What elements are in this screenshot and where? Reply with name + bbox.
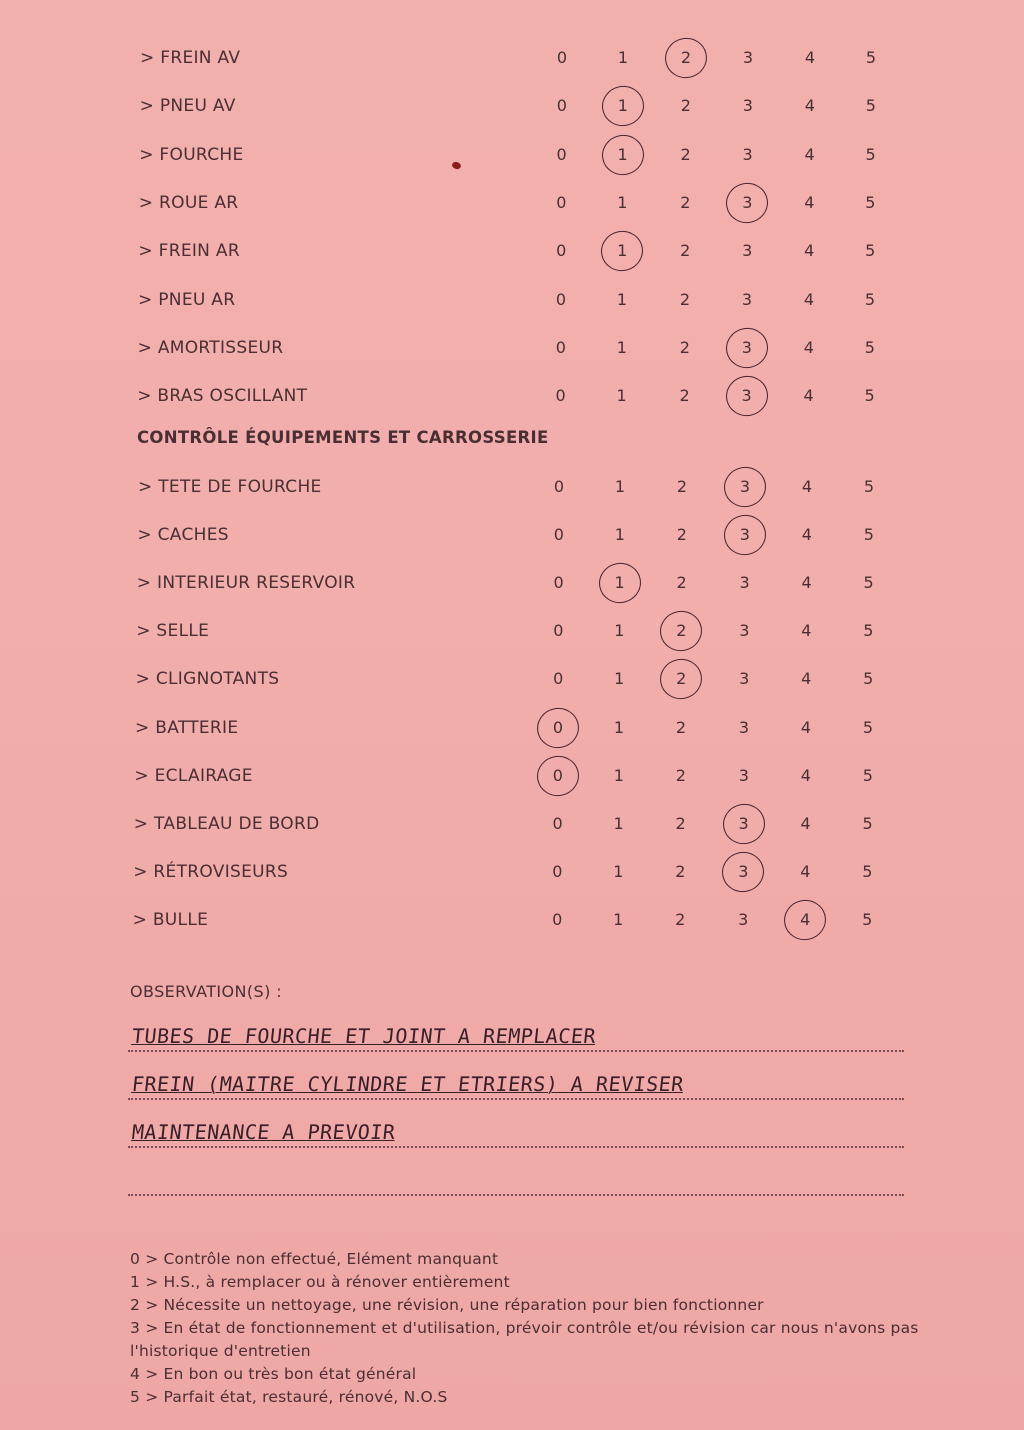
checklist-row <box>0 515 1024 555</box>
score-option[interactable]: 2 <box>675 813 686 833</box>
score-option[interactable]: 3 <box>742 144 753 164</box>
score-option[interactable]: 5 <box>863 669 874 689</box>
score-option-selected[interactable]: 1 <box>611 86 635 126</box>
score-option[interactable]: 5 <box>863 525 874 545</box>
checklist-row <box>0 900 1024 940</box>
checklist-item-label: > TABLEAU DE BORD <box>133 813 320 834</box>
score-option[interactable]: 0 <box>553 621 564 641</box>
score-option[interactable]: 4 <box>804 192 815 212</box>
checklist-item-label: > PNEU AR <box>138 289 236 310</box>
score-option-selected[interactable]: 2 <box>674 38 698 78</box>
score-option-selected[interactable]: 3 <box>735 328 759 368</box>
checklist-item-label: > BRAS OSCILLANT <box>137 386 308 407</box>
score-option[interactable]: 4 <box>801 669 812 689</box>
score-option[interactable]: 2 <box>675 765 686 785</box>
observations-title: OBSERVATION(S) : <box>130 982 282 1001</box>
score-option[interactable]: 4 <box>803 386 814 406</box>
observation-line <box>128 1150 904 1196</box>
score-option[interactable]: 3 <box>738 765 749 785</box>
score-option[interactable]: 1 <box>613 813 624 833</box>
score-option-selected[interactable]: 1 <box>608 563 632 603</box>
checklist-item-label: > AMORTISSEUR <box>137 337 284 358</box>
checklist-item-label: > INTERIEUR RESERVOIR <box>136 573 356 594</box>
checklist-row <box>0 135 1024 175</box>
score-option[interactable]: 0 <box>555 337 566 357</box>
score-option[interactable]: 2 <box>676 477 688 496</box>
score-option[interactable]: 0 <box>552 813 563 833</box>
score-option[interactable]: 4 <box>801 573 812 593</box>
checklist-item-label: > FREIN AR <box>138 241 240 262</box>
score-option[interactable]: 4 <box>804 48 816 67</box>
checklist-item-label: > FREIN AV <box>140 48 241 68</box>
score-option[interactable]: 3 <box>739 669 750 689</box>
checklist-item-label: > TETE DE FOURCHE <box>138 477 322 497</box>
checklist-row <box>0 804 1024 844</box>
score-option[interactable]: 4 <box>804 96 815 116</box>
score-option[interactable]: 2 <box>675 717 687 737</box>
checklist-row <box>0 376 1024 416</box>
legend-item: 1 > H.S., à remplacer ou à rénover entièrement <box>130 1273 510 1291</box>
score-option[interactable]: 1 <box>614 669 625 689</box>
score-option[interactable]: 3 <box>738 909 749 929</box>
score-option[interactable]: 1 <box>614 477 626 496</box>
score-option[interactable]: 4 <box>800 765 811 785</box>
score-option[interactable]: 4 <box>800 813 811 833</box>
legend-item: 5 > Parfait état, restauré, rénové, N.O.S <box>130 1388 448 1406</box>
score-option[interactable]: 1 <box>617 48 629 67</box>
score-option[interactable]: 4 <box>804 241 815 261</box>
score-option[interactable]: 3 <box>742 96 753 116</box>
score-option[interactable]: 0 <box>555 289 567 309</box>
checklist-row <box>0 611 1024 651</box>
checklist-item-label: > ROUE AR <box>138 192 239 213</box>
score-option[interactable]: 5 <box>865 192 876 212</box>
section-title: CONTRÔLE ÉQUIPEMENTS ET CARROSSERIE <box>137 428 549 447</box>
checklist-item-label: > BULLE <box>132 909 209 930</box>
observation-text: TUBES DE FOURCHE ET JOINT A REMPLACER <box>130 1024 598 1048</box>
legend-item: 0 > Contrôle non effectué, Elément manquant <box>130 1250 499 1268</box>
score-option[interactable]: 1 <box>617 192 628 212</box>
score-option[interactable]: 4 <box>801 525 812 545</box>
score-option[interactable]: 0 <box>552 909 563 929</box>
score-option[interactable]: 5 <box>862 813 873 833</box>
score-option[interactable]: 0 <box>555 386 566 406</box>
score-option-selected[interactable]: 3 <box>735 376 759 416</box>
score-option[interactable]: 5 <box>864 386 875 406</box>
score-option[interactable]: 3 <box>742 241 753 261</box>
score-option[interactable]: 1 <box>614 621 625 641</box>
observation-line <box>128 1006 904 1052</box>
score-option[interactable]: 1 <box>616 289 628 309</box>
score-option[interactable]: 5 <box>862 909 873 929</box>
score-option[interactable]: 0 <box>553 573 564 593</box>
score-option[interactable]: 4 <box>801 621 812 641</box>
score-option[interactable]: 4 <box>803 337 814 357</box>
score-option[interactable]: 5 <box>864 337 875 357</box>
checklist-row <box>0 183 1024 223</box>
score-option[interactable]: 0 <box>556 48 568 67</box>
checklist-row <box>0 86 1024 126</box>
score-option[interactable]: 2 <box>679 289 691 309</box>
observation-line <box>128 1102 904 1148</box>
observation-text: MAINTENANCE A PREVOIR <box>130 1120 397 1144</box>
score-option-selected[interactable]: 4 <box>793 900 817 940</box>
checklist-item-label: > SELLE <box>136 621 210 642</box>
score-option[interactable]: 5 <box>865 96 876 116</box>
score-option[interactable]: 4 <box>801 477 813 496</box>
score-option[interactable]: 2 <box>680 144 691 164</box>
score-option[interactable]: 4 <box>800 717 812 737</box>
score-option-selected[interactable]: 3 <box>733 515 757 555</box>
score-option[interactable]: 3 <box>739 621 750 641</box>
score-option-selected[interactable]: 3 <box>733 467 757 507</box>
score-option[interactable]: 1 <box>616 337 627 357</box>
legend-item: 3 > En état de fonctionnement et d'utilisation, prévoir contrôle et/ou révision car nous n'avons pas l'historique d'entretien <box>130 1319 919 1360</box>
score-option[interactable]: 5 <box>865 241 876 261</box>
score-option[interactable]: 2 <box>675 861 686 881</box>
score-option-selected[interactable]: 2 <box>669 611 693 651</box>
score-option[interactable]: 0 <box>556 192 567 212</box>
score-option[interactable]: 1 <box>613 909 624 929</box>
score-option-selected[interactable]: 2 <box>669 659 693 699</box>
checklist-item-label: > BATTERIE <box>135 717 239 738</box>
score-option[interactable]: 5 <box>863 477 875 496</box>
score-option[interactable]: 2 <box>679 337 690 357</box>
checklist-item-label: > CACHES <box>137 525 229 546</box>
score-option[interactable]: 0 <box>556 96 567 116</box>
legend-item: 2 > Nécessite un nettoyage, une révision, une réparation pour bien fonctionner <box>130 1296 764 1314</box>
score-legend <box>130 1248 930 1409</box>
checklist-row <box>0 231 1024 271</box>
checklist-row <box>0 38 1024 78</box>
score-option[interactable]: 0 <box>553 477 565 496</box>
score-option-selected[interactable]: 3 <box>731 852 755 892</box>
checklist-row <box>0 467 1024 507</box>
score-option[interactable]: 2 <box>680 241 691 261</box>
score-option[interactable]: 2 <box>676 573 687 593</box>
score-option-selected[interactable]: 1 <box>610 231 634 271</box>
score-option[interactable]: 5 <box>863 621 874 641</box>
checklist-row <box>0 659 1024 699</box>
score-option[interactable]: 5 <box>862 717 874 737</box>
score-option[interactable]: 4 <box>803 289 815 309</box>
score-option[interactable]: 5 <box>862 765 873 785</box>
observation-line <box>128 1054 904 1100</box>
score-option[interactable]: 2 <box>679 386 690 406</box>
score-option[interactable]: 4 <box>800 861 811 881</box>
score-option[interactable]: 0 <box>552 861 563 881</box>
checklist-item-label: > FOURCHE <box>139 144 244 165</box>
checklist-item-label: > RÉTROVISEURS <box>133 861 289 882</box>
score-option[interactable]: 2 <box>680 192 691 212</box>
checklist-row <box>0 756 1024 796</box>
score-option[interactable]: 5 <box>865 144 876 164</box>
checklist-row <box>0 708 1024 748</box>
legend-item: 4 > En bon ou très bon état général <box>130 1365 417 1383</box>
checklist-item-label: > ECLAIRAGE <box>134 765 253 786</box>
score-option[interactable]: 1 <box>613 717 625 737</box>
score-option-selected[interactable]: 3 <box>735 183 759 223</box>
score-option[interactable]: 1 <box>613 861 624 881</box>
checklist-row <box>0 328 1024 368</box>
score-option[interactable]: 3 <box>742 48 754 67</box>
score-option[interactable]: 0 <box>556 241 567 261</box>
score-option[interactable]: 0 <box>556 144 567 164</box>
score-option[interactable]: 0 <box>553 525 564 545</box>
score-option[interactable]: 1 <box>616 386 627 406</box>
checklist-item-label: > PNEU AV <box>139 96 236 117</box>
score-option[interactable]: 5 <box>863 573 874 593</box>
score-option[interactable]: 5 <box>862 861 873 881</box>
score-option[interactable]: 5 <box>864 289 876 309</box>
score-option[interactable]: 1 <box>614 525 625 545</box>
checklist-row <box>0 563 1024 603</box>
score-option[interactable]: 5 <box>865 48 877 67</box>
score-option-selected[interactable]: 1 <box>611 135 635 175</box>
score-option[interactable]: 1 <box>613 765 624 785</box>
score-option-selected[interactable]: 0 <box>546 708 570 748</box>
score-option[interactable]: 3 <box>739 573 750 593</box>
checklist-row <box>0 280 1024 320</box>
score-option[interactable]: 4 <box>804 144 815 164</box>
score-option-selected[interactable]: 3 <box>732 804 756 844</box>
checklist-row <box>0 852 1024 892</box>
score-option[interactable]: 3 <box>738 717 750 737</box>
score-option[interactable]: 2 <box>680 96 691 116</box>
observation-text: FREIN (MAITRE CYLINDRE ET ETRIERS) A REVISER <box>130 1072 686 1096</box>
score-option[interactable]: 2 <box>675 909 686 929</box>
score-option[interactable]: 0 <box>553 669 564 689</box>
score-option[interactable]: 3 <box>741 289 753 309</box>
checklist-item-label: > CLIGNOTANTS <box>135 669 280 690</box>
score-option[interactable]: 2 <box>676 525 687 545</box>
score-option-selected[interactable]: 0 <box>546 756 570 796</box>
